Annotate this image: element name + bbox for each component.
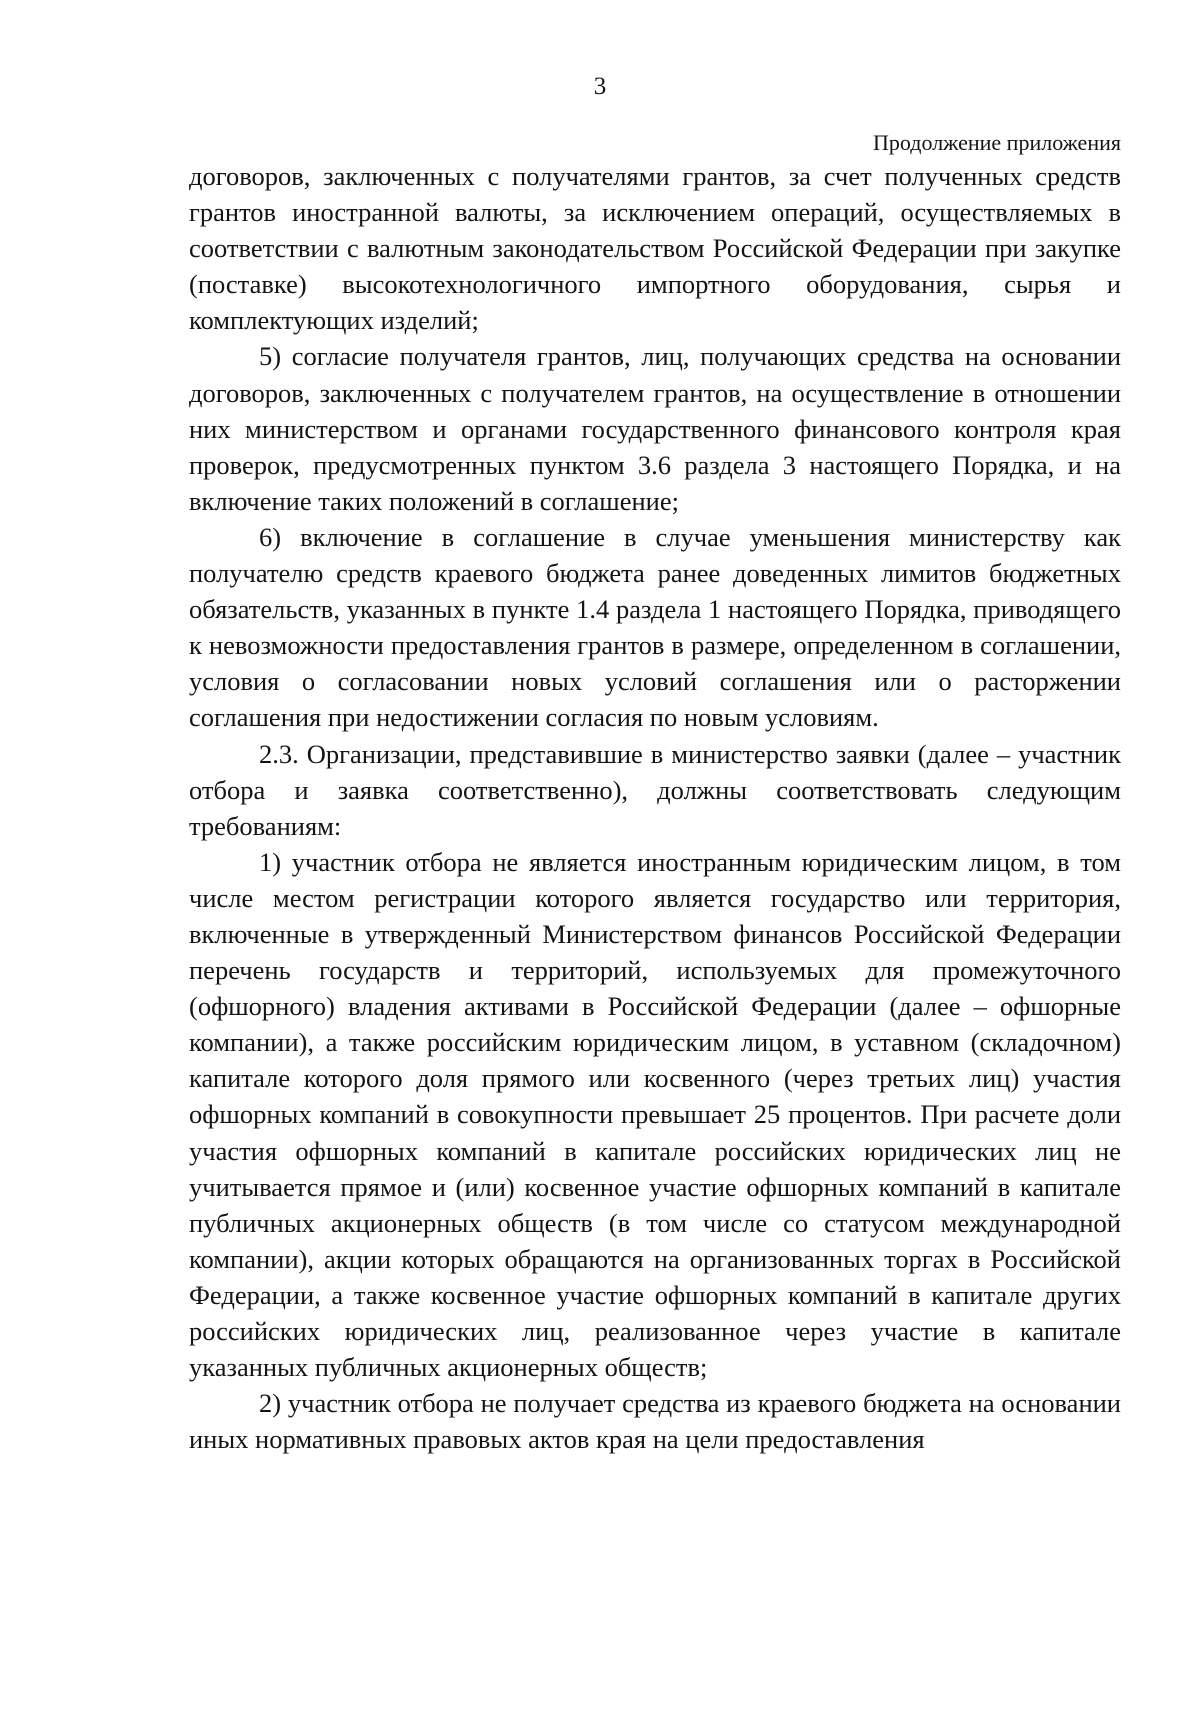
paragraph: 1) участник отбора не является иностранным юридическим лицом, в том числе местом регистрации которого является государство или территория, включенные в утвержденный Министерством финансов Российской Федерации перечень государств и территорий, используемых для промежуточного (офшорного) владения активами в Российской Федерации (далее – офшорные компании), а также российским юридическим лицом, в уставном (складочном) капитале которого доля прямого или косвенного (через третьих лиц) участия офшорных компаний в совокупности превышает 25 процентов. При расчете доли участия офшорных компаний в капитале российских юридических лиц не учитывается прямое и (или) косвенное участие офшорных компаний в капитале публичных акционерных обществ (в том числе со статусом международной компании), акции которых обращаются на организованных торгах в Российской Федерации, а также косвенное участие офшорных компаний в капитале других российских юридических лиц, реализованное через участие в капитале указанных публичных акционерных обществ;	[189, 846, 1121, 1383]
paragraph: 2) участник отбора не получает средства из краевого бюджета на основании иных нормативных правовых актов края на цели предоставления	[189, 1388, 1121, 1455]
paragraph: 6) включение в соглашение в случае уменьшения министерству как получателю средств краевого бюджета ранее доведенных лимитов бюджетных обязательств, указанных в пункте 1.4 раздела 1 настоящего Порядка, приводящего к невозможности предоставления грантов в размере, определенном в соглашении, условия о согласовании новых условий соглашения или о расторжении соглашения при недостижении согласия по новым условиям.	[189, 521, 1121, 733]
body-text	[189, 158, 1121, 1457]
continuation-label: Продолжение приложения	[873, 130, 1121, 155]
page-number: 3	[593, 73, 607, 100]
paragraph: договоров, заключенных с получателями грантов, за счет полученных средств грантов иностранной валюты, за исключением операций, осуществляемых в соответствии с валютным законодательством Российской Федерации при закупке (поставке) высокотехнологичного импортного оборудования, сырья и комплектующих изделий;	[189, 161, 1121, 336]
paragraph: 5) согласие получателя грантов, лиц, получающих средства на основании договоров, заключенных с получателем грантов, на осуществление в отношении них министерством и органами государственного финансового контроля края проверок, предусмотренных пунктом 3.6 раздела 3 настоящего Порядка, и на включение таких положений в соглашение;	[189, 341, 1121, 516]
paragraph: 2.3. Организации, представившие в министерство заявки (далее – участник отбора и заявка соответственно), должны соответствовать следующим требованиям:	[189, 738, 1121, 841]
